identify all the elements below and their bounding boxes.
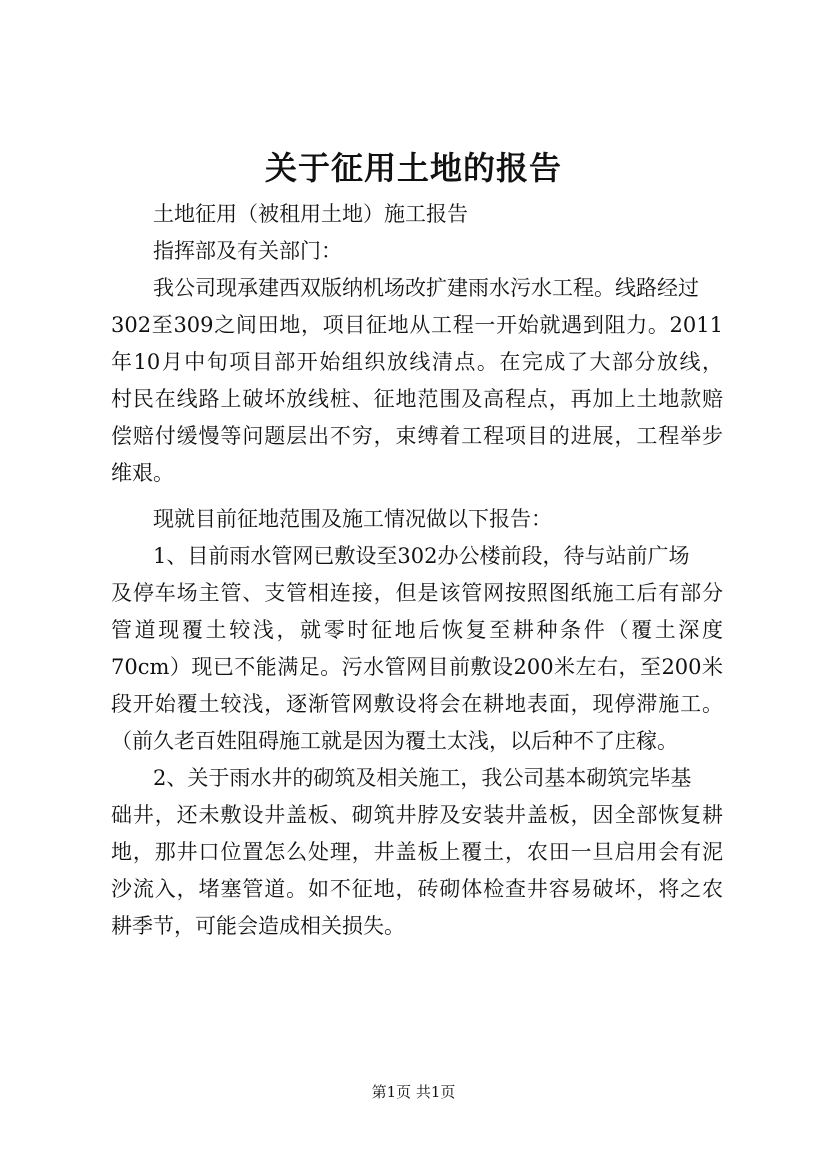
paragraph-spacer — [111, 492, 723, 501]
paragraph-line: 沙流入，堵塞管道。如不征地，砖砌体检查井容易破坏，将之农 — [111, 877, 723, 901]
paragraph-line: 70cm）现已不能满足。污水管网目前敷设200米左右，至200米 — [111, 655, 723, 679]
paragraph-report-intro — [111, 501, 723, 538]
paragraph-line: 我公司现承建西双版纳机场改扩建雨水污水工程。线路经过 — [153, 276, 699, 300]
paragraph-line: 维艰。 — [111, 461, 174, 485]
paragraph-item-2 — [111, 760, 723, 945]
document-subtitle: 土地征用（被租用土地）施工报告 — [153, 202, 468, 226]
paragraph-line: 及停车场主管、支管相连接，但是该管网按照图纸施工后有部分 — [111, 581, 723, 605]
paragraph-line: 现就目前征地范围及施工情况做以下报告： — [153, 507, 552, 531]
paragraph-intro — [111, 270, 723, 492]
paragraph-line: 302至309之间田地，项目征地从工程一开始就遇到阻力。2011 — [111, 313, 723, 337]
page-number: 第1页 共1页 — [371, 1083, 456, 1101]
document-body — [111, 196, 723, 945]
paragraph-line: 地，那井口位置怎么处理，井盖板上覆土，农田一旦启用会有泥 — [111, 840, 723, 864]
paragraph-line: 1、目前雨水管网已敷设至302办公楼前段，待与站前广场 — [153, 544, 690, 568]
paragraph-line: 段开始覆土较浅，逐渐管网敷设将会在耕地表面，现停滞施工。 — [111, 692, 723, 716]
paragraph-line: 耕季节，可能会造成相关损失。 — [111, 914, 405, 938]
paragraph-line: 偿赔付缓慢等问题层出不穷，束缚着工程项目的进展，工程举步 — [111, 424, 723, 448]
paragraph-line: 年10月中旬项目部开始组织放线清点。在完成了大部分放线， — [111, 350, 723, 374]
paragraph-line: 2、关于雨水井的砌筑及相关施工，我公司基本砌筑完毕基 — [153, 766, 692, 790]
paragraph-line: 管道现覆土较浅，就零时征地后恢复至耕种条件（覆土深度 — [111, 618, 723, 642]
paragraph-line: （前久老百姓阻碍施工就是因为覆土太浅，以后种不了庄稼。 — [111, 729, 678, 753]
paragraph-line: 村民在线路上破坏放线桩、征地范围及高程点，再加上土地款赔 — [111, 387, 723, 411]
paragraph-item-1 — [111, 538, 723, 760]
paragraph-line: 础井，还未敷设井盖板、砌筑井脖及安装井盖板，因全部恢复耕 — [111, 803, 723, 827]
addressee-line: 指挥部及有关部门： — [153, 239, 342, 263]
document-title: 关于征用土地的报告 — [264, 149, 562, 187]
